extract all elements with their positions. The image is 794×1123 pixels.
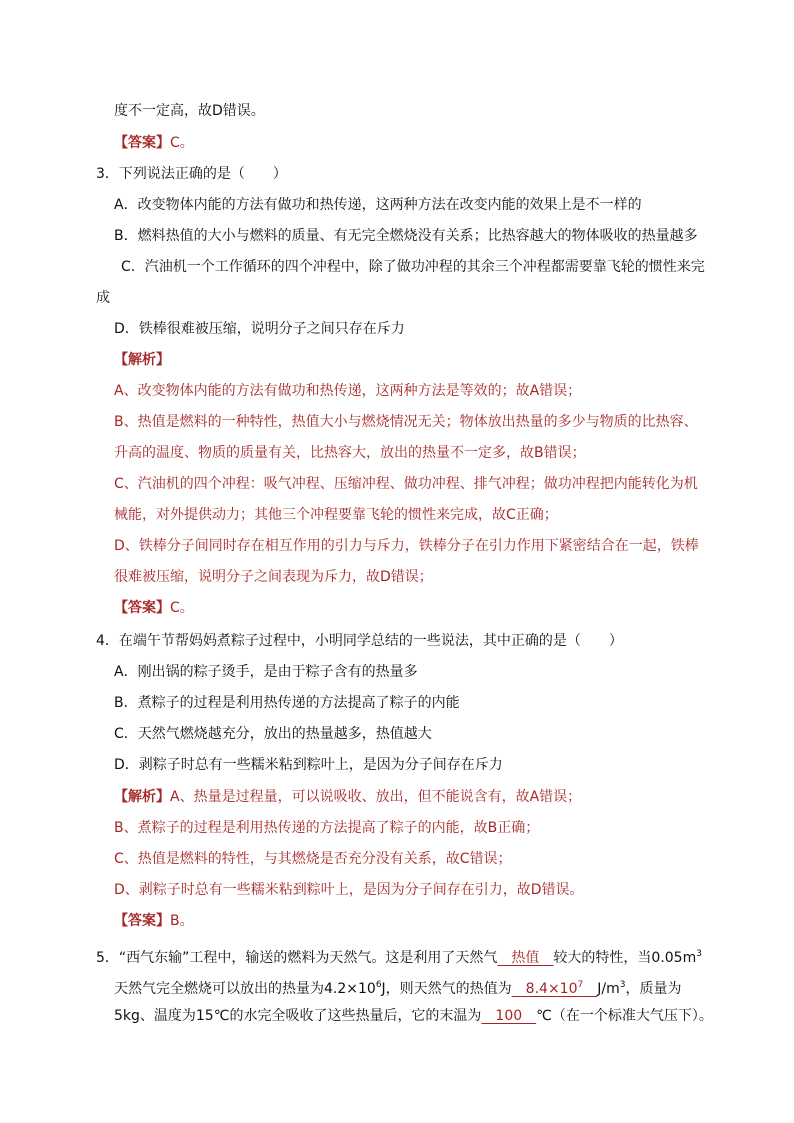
q4-analysis-b: B、煮粽子的过程是利用热传递的方法提高了粽子的内能，故B正确； bbox=[114, 820, 540, 836]
q5-text: ，质量为 bbox=[625, 981, 682, 997]
answer-value: C。 bbox=[170, 600, 194, 616]
q3-analysis-a: A、改变物体内能的方法有做功和热传递，这两种方法是等效的；故A错误； bbox=[114, 383, 582, 399]
q3-option-c: C．汽油机一个工作循环的四个冲程中，除了做功冲程的其余三个冲程都需要靠飞轮的惯性来完 bbox=[121, 259, 705, 275]
q4-option-d: D．剥粽子时总有一些糯米粘到粽叶上，是因为分子间存在斥力 bbox=[114, 757, 503, 773]
q3-option-b: B．燃料热值的大小与燃料的质量、有无完全燃烧没有关系；比热容越大的物体吸收的热量越多 bbox=[114, 228, 698, 244]
q4-analysis-c: C、热值是燃料的特性，与其燃烧是否充分没有关系，故C错误； bbox=[114, 851, 512, 867]
q3-analysis-b: B、热值是燃料的一种特性，热值大小与燃烧情况无关；物体放出热量的多少与物质的比热容、 bbox=[114, 414, 698, 430]
answer-value: C。 bbox=[170, 135, 194, 151]
q2-analysis-tail: 度不一定高，故D错误。 bbox=[114, 103, 265, 119]
q5-superscript: 3 bbox=[696, 949, 702, 959]
q5-text: 5kg、温度为15℃的水完全吸收了这些热量后，它的末温为 bbox=[114, 1008, 482, 1024]
q3-answer bbox=[114, 598, 194, 618]
q4-analysis-d: D、剥粽子时总有一些糯米粘到粽叶上，是因为分子间存在引力，故D错误。 bbox=[114, 882, 584, 898]
q5-blank-2 bbox=[512, 981, 598, 997]
q3-stem: 3．下列说法正确的是（ ） bbox=[96, 166, 287, 182]
q3-analysis-c: C、汽油机的四个冲程：吸气冲程、压缩冲程、做功冲程、排气冲程；做功冲程把内能转化为机 bbox=[114, 476, 698, 492]
q3-analysis-b-continued: 升高的温度、物质的质量有关，比热容大，放出的热量不一定多，故B错误； bbox=[114, 445, 586, 461]
q4-answer bbox=[114, 911, 194, 931]
q5-blank-3: 100 bbox=[481, 1008, 537, 1024]
q3-analysis-c-continued: 械能，对外提供动力；其他三个冲程要靠飞轮的惯性来完成，故C正确； bbox=[114, 507, 558, 523]
q4-stem: 4．在端午节帮妈妈煮粽子过程中，小明同学总结的一些说法，其中正确的是（ ） bbox=[96, 633, 623, 649]
q4-analysis-a bbox=[114, 787, 581, 807]
q4-option-a: A．刚出锅的粽子烫手，是由于粽子含有的热量多 bbox=[114, 664, 418, 680]
q3-analysis-d-continued: 很难被压缩，说明分子之间表现为斥力，故D错误； bbox=[114, 569, 433, 585]
q4-option-b: B．煮粽子的过程是利用热传递的方法提高了粽子的内能 bbox=[114, 695, 460, 711]
answer-tag: 【答案】 bbox=[114, 135, 170, 151]
q5-blank-2-value: 8.4×10 bbox=[511, 981, 578, 997]
q5-blank-2-superscript: 7 bbox=[577, 980, 584, 990]
q5-line-2 bbox=[114, 975, 681, 999]
q5-text: ℃（在一个标准大气压下）。 bbox=[536, 1008, 713, 1024]
q5-line-3 bbox=[114, 1006, 713, 1026]
q5-superscript: 3 bbox=[619, 980, 626, 990]
q5-text: 天然气完全燃烧可以放出的热量为4.2×10 bbox=[114, 981, 376, 997]
q5-blank-2-end bbox=[583, 981, 597, 997]
q4-option-c: C．天然气燃烧越充分，放出的热量越多，热值越大 bbox=[114, 726, 432, 742]
answer-value: B。 bbox=[170, 913, 194, 929]
q5-text: 5．“西气东输”工程中，输送的燃料为天然气。这是利用了天然气 bbox=[96, 950, 498, 966]
q5-text: 较大的特性，当0.05m bbox=[553, 950, 697, 966]
q5-line-1 bbox=[96, 944, 702, 968]
q5-text: J，则天然气的热值为 bbox=[381, 981, 512, 997]
analysis-text: A、热量是过程量，可以说吸收、放出，但不能说含有，故A错误； bbox=[170, 789, 582, 805]
q2-answer bbox=[114, 133, 194, 153]
q5-superscript: 6 bbox=[375, 980, 382, 990]
q3-option-c-continued: 成 bbox=[96, 290, 110, 306]
q3-option-a: A．改变物体内能的方法有做功和热传递，这两种方法在改变内能的效果上是不一样的 bbox=[114, 197, 642, 213]
q5-text: J/m bbox=[597, 981, 620, 997]
q3-analysis-d: D、铁棒分子间同时存在相互作用的引力与斥力，铁棒分子在引力作用下紧密结合在一起，铁棒 bbox=[114, 538, 699, 554]
analysis-tag: 【解析】 bbox=[114, 789, 170, 805]
q3-analysis-tag: 【解析】 bbox=[114, 352, 170, 368]
answer-tag: 【答案】 bbox=[114, 600, 170, 616]
q3-option-d: D．铁棒很难被压缩，说明分子之间只存在斥力 bbox=[114, 321, 405, 337]
answer-tag: 【答案】 bbox=[114, 913, 170, 929]
q5-blank-1: 热值 bbox=[497, 950, 554, 966]
